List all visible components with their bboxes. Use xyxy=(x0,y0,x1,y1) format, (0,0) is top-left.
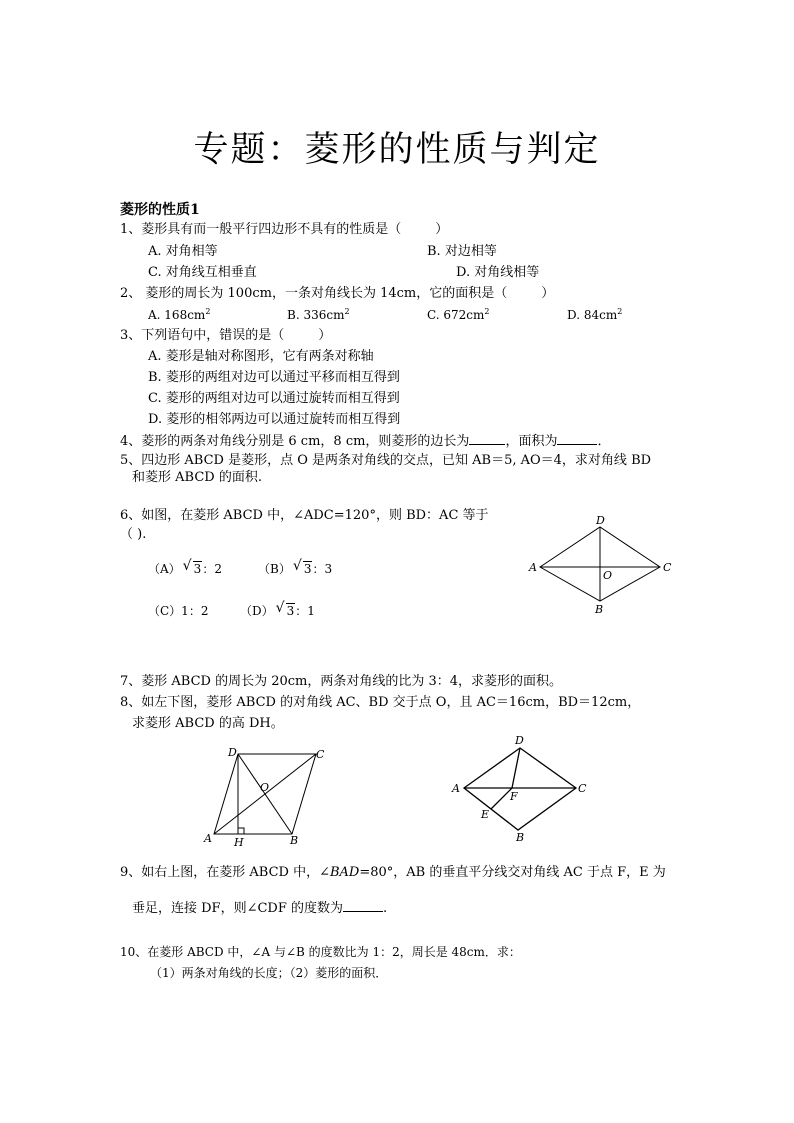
q1-option-b: B. 对边相等 xyxy=(427,244,497,259)
q5-line2: 和菱形 ABCD 的面积. xyxy=(132,470,262,485)
q2-stem: 2、 菱形的周长为 100cm，一条对角线长为 14cm，它的面积是（ ） xyxy=(120,286,555,301)
q6-line1: 6、如图，在菱形 ABCD 中，∠ADC=120°，则 BD：AC 等于 xyxy=(120,508,489,523)
q1-stem: 1、菱形具有而一般平行四边形不具有的性质是（ ） xyxy=(120,222,449,237)
q3-option-c: C. 菱形的两组对边可以通过旋转而相互得到 xyxy=(148,391,400,406)
q9-line2: 垂足，连接 DF，则∠CDF 的度数为 . xyxy=(132,901,388,916)
q6-option-b: （B） √ 3：3 xyxy=(258,558,333,576)
q2-option-b: B. $336cm^2$ xyxy=(287,307,350,322)
q8-left-figure xyxy=(200,744,330,849)
q9-line1: 9、如右上图，在菱形 ABCD 中，∠BAD=80°，AB 的垂直平分线交对角线 AC 于点 F，E 为 xyxy=(120,865,666,880)
q1-option-c: C. 对角线互相垂直 xyxy=(148,265,257,280)
label-e: E xyxy=(481,808,490,821)
perpendicular-ef xyxy=(491,788,512,809)
q1-option-a: A. 对角相等 xyxy=(148,244,218,259)
q4-blank-area xyxy=(557,432,597,445)
label-d: D xyxy=(228,746,237,759)
q2-option-d: D. $84cm^2$ xyxy=(567,307,623,322)
label-a: A xyxy=(452,782,460,795)
q6-rhombus-figure xyxy=(525,515,675,615)
diagonal-bd xyxy=(238,754,292,834)
q2-option-c: C. $672cm^2$ xyxy=(427,307,490,322)
label-c: C xyxy=(663,561,672,574)
q8-line1: 8、如左下图，菱形 ABCD 的对角线 AC、BD 交于点 O，且 AC＝16cm，BD＝12cm， xyxy=(120,695,641,710)
q6-line2: （ ). xyxy=(120,527,147,542)
q4-text: 4、菱形的两条对角线分别是 6 cm，8 cm，则菱形的边长为 ，面积为 ． xyxy=(120,434,611,449)
label-o: O xyxy=(260,781,270,794)
q2-option-a: A. $168cm^2$ xyxy=(148,307,211,322)
q5-line1: 5、四边形 ABCD 是菱形，点 O 是两条对角线的交点，已知 AB＝5, AO＝4，求对角线 BD xyxy=(120,453,652,468)
q8-line2: 求菱形 ABCD 的高 DH。 xyxy=(132,716,284,731)
page-title: 专题：菱形的性质与判定 xyxy=(193,130,601,170)
q4-blank-side xyxy=(469,432,505,445)
label-d: D xyxy=(515,734,524,747)
label-a: A xyxy=(204,832,212,845)
label-c: C xyxy=(578,782,587,795)
q9-blank xyxy=(343,899,383,912)
q10-line2: （1）两条对角线的长度；（2）菱形的面积． xyxy=(150,966,388,980)
label-o: O xyxy=(603,569,613,582)
q3-option-b: B. 菱形的两组对边可以通过平移而相互得到 xyxy=(148,370,400,385)
right-angle-mark xyxy=(238,828,244,834)
label-h: H xyxy=(234,836,244,849)
label-b: B xyxy=(516,831,525,844)
q6-option-a: （A） √ 3：2 xyxy=(148,558,222,576)
section-heading: 菱形的性质1 xyxy=(120,202,200,218)
label-b: B xyxy=(595,603,604,616)
q6-option-c: （C）1：2 xyxy=(148,604,209,618)
q3-option-a: A. 菱形是轴对称图形，它有两条对称轴 xyxy=(148,349,374,364)
q8-right-figure xyxy=(450,734,595,844)
q10-line1: 10、在菱形 ABCD 中，∠A 与∠B 的度数比为 1：2，周长是 48cm．求： xyxy=(120,945,521,959)
q3-stem: 3、下列语句中，错误的是（ ） xyxy=(120,328,332,343)
label-d: D xyxy=(596,514,605,527)
q6-option-d: （D） √ 3：1 xyxy=(240,600,315,618)
q1-option-d: D. 对角线相等 xyxy=(456,265,540,280)
label-a: A xyxy=(529,561,537,574)
label-c: C xyxy=(316,748,325,761)
label-f: F xyxy=(510,790,518,803)
q7-text: 7、菱形 ABCD 的周长为 20cm，两条对角线的比为 3：4，求菱形的面积。 xyxy=(120,674,563,689)
q3-option-d: D. 菱形的相邻两边可以通过旋转而相互得到 xyxy=(148,412,401,427)
segment-df xyxy=(512,748,520,788)
label-b: B xyxy=(290,834,299,847)
